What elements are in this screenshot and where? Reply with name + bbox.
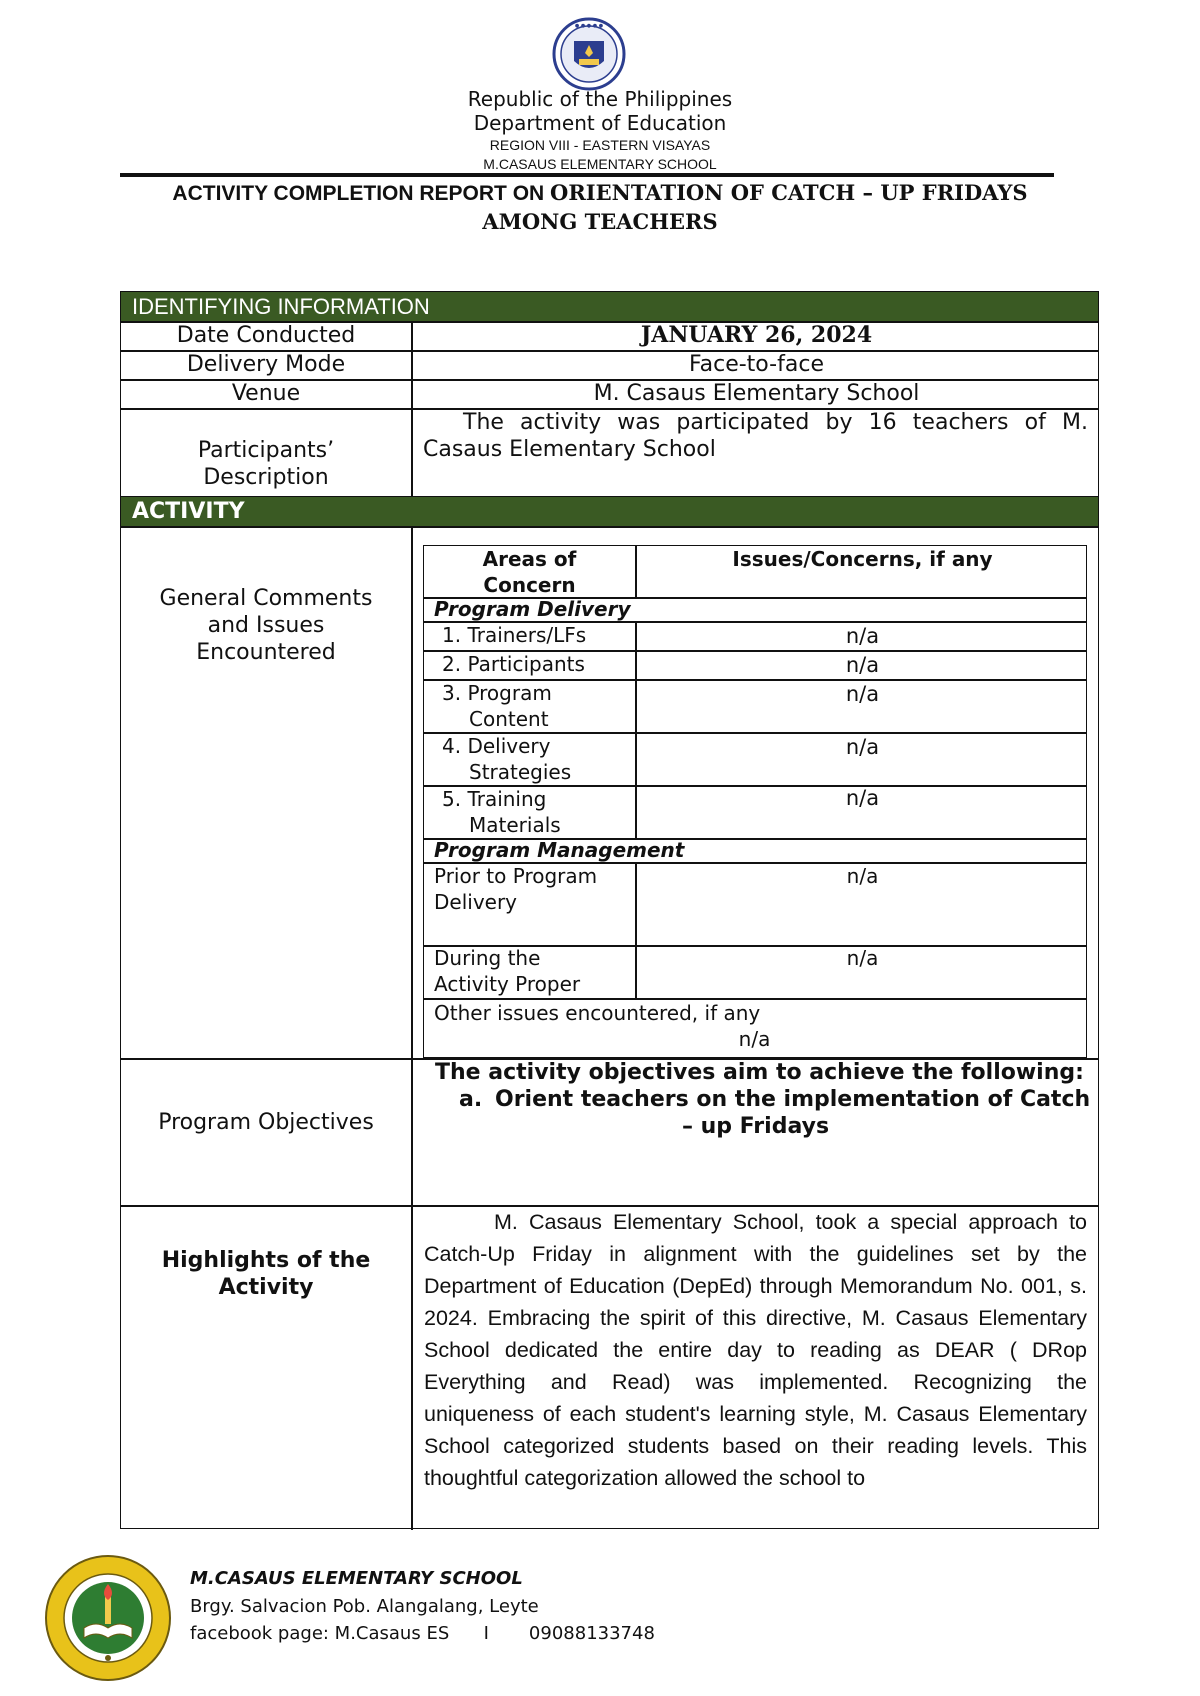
comments-label-line: Encountered: [196, 640, 336, 665]
highlights-label-line: Highlights of the: [161, 1248, 371, 1273]
program-management-heading: Program Management: [434, 838, 685, 862]
objective-item-marker: a.: [459, 1087, 483, 1112]
objective-item-line1: Orient teachers on the implementation of Catch: [495, 1087, 1091, 1112]
footer-school: M.CASAUS ELEMENTARY SCHOOL: [190, 1568, 523, 1589]
highlights-text: M. Casaus Elementary School, took a special approach to Catch-Up Friday in alignment with the guidelines set by the Department of Education (DepEd) through Memorandum No. 001, s. 2024. Embracing the spirit of this directive, M. Casaus Elementary School dedicated the entire day to reading as DEAR ( DRop Everything and Read) was implemented. Recognizing the uniqueness of each student's learning style, M. Casaus Elementary School categorized students based on their reading levels. This thoughtful categorization allowed the school to: [424, 1210, 1087, 1490]
highlights-label-line: Activity: [218, 1275, 314, 1300]
school-seal-icon: [44, 1554, 172, 1682]
mgmt-label-line: Activity Proper: [434, 972, 581, 996]
item-program-content-value: n/a: [845, 682, 880, 706]
date-value: JANUARY 26, 2024: [640, 322, 873, 348]
objectives-intro: The activity objectives aim to achieve the following:: [435, 1060, 1084, 1085]
item-delivery-strategies-value: n/a: [845, 735, 880, 759]
row-divider: [121, 526, 1098, 528]
program-delivery-heading: Program Delivery: [434, 597, 631, 621]
report-title: [0, 180, 1200, 207]
mgmt-prior-value: n/a: [846, 864, 879, 888]
other-issues-value: n/a: [738, 1027, 771, 1051]
item-trainers-value: n/a: [845, 624, 880, 648]
participants-label: [121, 437, 411, 491]
identifying-heading: IDENTIFYING INFORMATION: [121, 292, 1098, 321]
mgmt-prior: [434, 863, 597, 915]
footer-contact[interactable]: facebook page: M.Casaus ES I 09088133748: [190, 1623, 655, 1644]
mgmt-label-line: During the: [434, 946, 541, 970]
comments-label-line: General Comments: [159, 586, 373, 611]
activity-heading: ACTIVITY: [121, 497, 1098, 526]
comments-label: [121, 585, 411, 666]
venue-value: M. Casaus Elementary School: [593, 381, 920, 406]
issues-table: [423, 545, 1087, 1058]
item-trainers: 1. Trainers/LFs: [442, 623, 587, 647]
footer-address: Brgy. Salvacion Pob. Alangalang, Leyte: [190, 1596, 539, 1617]
other-issues-label: Other issues encountered, if any: [434, 1001, 761, 1025]
objectives-label: Program Objectives: [158, 1110, 374, 1135]
item-delivery-strategies: [442, 733, 571, 785]
mgmt-during-value: n/a: [846, 946, 879, 970]
item-label-line: 5. Training: [442, 787, 547, 811]
department-line: Department of Education: [473, 111, 727, 135]
highlights-label: [121, 1247, 411, 1301]
report-title-line2: AMONG TEACHERS: [482, 209, 718, 234]
mgmt-during: [434, 945, 580, 997]
item-program-content: [442, 680, 552, 732]
areas-header-line: Areas of: [482, 547, 577, 571]
delivery-mode-value: Face-to-face: [689, 352, 824, 377]
item-label-line: 3. Program: [442, 681, 552, 705]
areas-header: [424, 546, 635, 598]
areas-header-line: Concern: [483, 573, 576, 597]
delivery-mode-label: Delivery Mode: [186, 352, 346, 377]
participants-label-line1: Participants’: [197, 438, 335, 463]
participants-value: The activity was participated by 16 teachers of M. Casaus Elementary School: [423, 410, 1088, 462]
item-participants: 2. Participants: [442, 652, 585, 676]
objective-item-line2: – up Fridays: [681, 1114, 830, 1139]
venue-label: Venue: [231, 381, 301, 406]
republic-line: Republic of the Philippines: [467, 87, 733, 111]
svg-text:● ● ● ● ●: ● ● ● ● ●: [574, 23, 604, 29]
region-line: REGION VIII - EASTERN VISAYAS: [489, 137, 711, 153]
header-rule: [120, 173, 1054, 177]
item-label-line: Content: [469, 707, 549, 731]
item-label-line: Materials: [469, 813, 561, 837]
column-divider: [411, 526, 413, 1530]
issues-header: Issues/Concerns, if any: [732, 547, 993, 571]
item-participants-value: n/a: [845, 653, 880, 677]
deped-seal-icon: [552, 17, 626, 91]
report-title-part2: ORIENTATION OF CATCH – UP FRIDAYS: [550, 180, 1028, 205]
date-label: Date Conducted: [176, 323, 356, 348]
item-training-materials-value: n/a: [845, 786, 880, 810]
school-line: M.CASAUS ELEMENTARY SCHOOL: [483, 156, 717, 172]
item-label-line: 4. Delivery: [442, 734, 551, 758]
comments-label-line: and Issues: [207, 613, 325, 638]
participants-label-line2: Description: [203, 465, 329, 490]
item-label-line: Strategies: [469, 760, 572, 784]
item-training-materials: [442, 786, 561, 838]
mgmt-label-line: Prior to Program: [434, 864, 598, 888]
report-title-part1: ACTIVITY COMPLETION REPORT ON: [172, 182, 551, 205]
mgmt-label-line: Delivery: [434, 890, 518, 914]
